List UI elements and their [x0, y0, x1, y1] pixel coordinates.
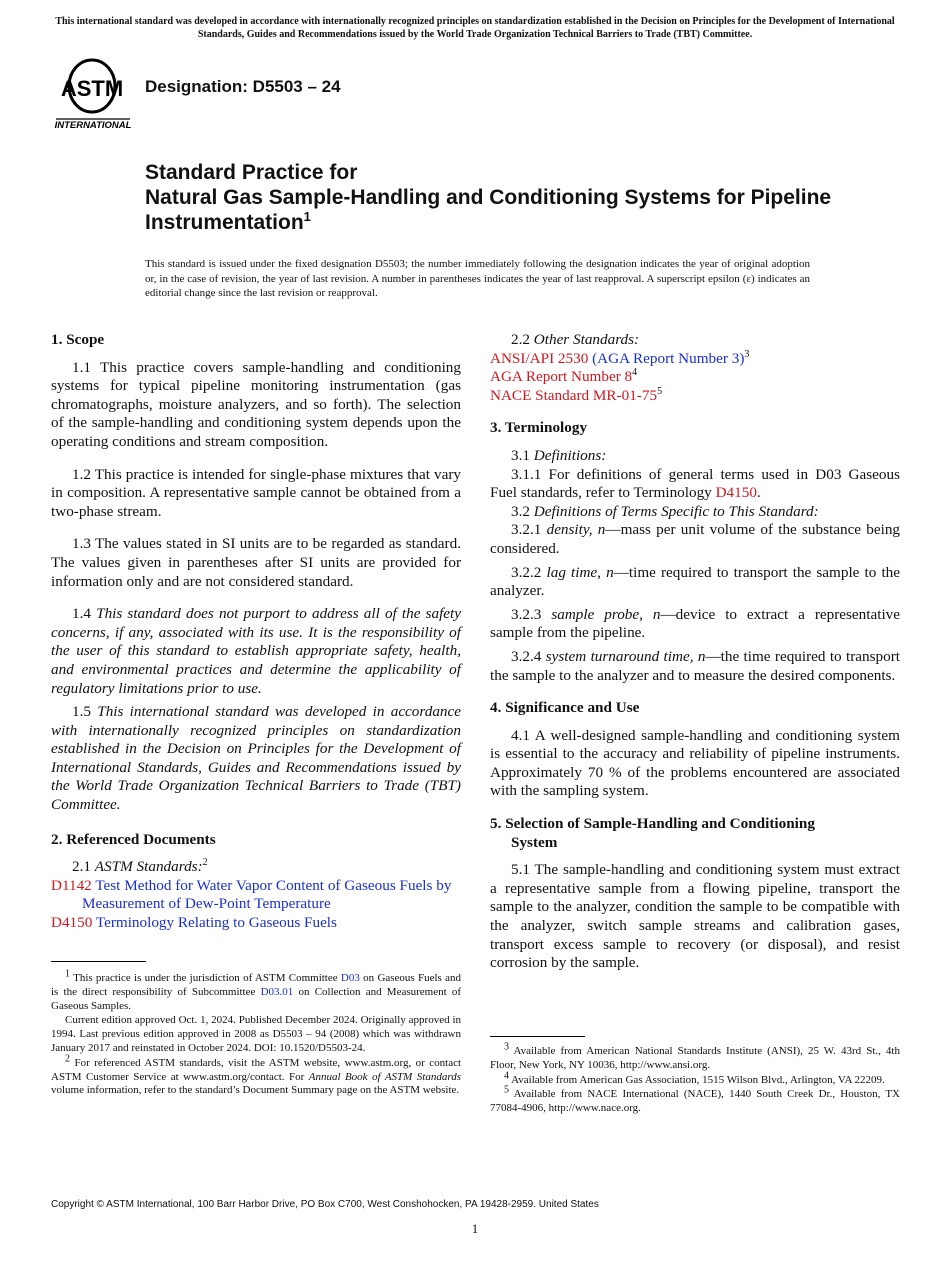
para-1-5-num: 1.5: [72, 703, 91, 721]
astm-logo: [52, 58, 134, 132]
para-5-1: 5.1 The sample-handling and conditioning system must extract a representative sample from a flowing pipeline, transport the sample to the analyzer, condition the sample to be compatible with the analyzer, switch sample streams and calibration gases, transport excess sample to recovery (or disposal), and resist corrosion by the sample.: [490, 861, 900, 972]
definition-item: 3.2.4 system turnaround time, n—the time required to transport the sample to the analyzer and to measure the desired components.: [490, 647, 900, 684]
terminology-link[interactable]: D4150: [715, 484, 757, 502]
other-ref-item: [490, 350, 900, 369]
title-line-2: Natural Gas Sample-Handling and Conditioning Systems for Pipeline Instrumentation: [145, 186, 832, 234]
significance-heading: 4. Significance and Use: [490, 699, 640, 717]
right-column: [490, 331, 900, 978]
para-1-3: 1.3 The values stated in SI units are to be regarded as standard. The values given in parentheses after SI units are provided for information only and are not considered standard.: [51, 535, 461, 590]
definition-item: 3.2.3 sample probe, n—device to extract a representative sample from the pipeline.: [490, 605, 901, 642]
logo-word: INTERNATIONAL: [54, 120, 132, 131]
left-column: [51, 331, 461, 933]
subcommittee-link[interactable]: D03.01: [260, 985, 294, 998]
para-3-1: 3.1 Definitions:: [511, 446, 607, 464]
para-1-4-num: 1.4: [72, 605, 91, 623]
other-ref-item: [490, 368, 900, 387]
footnote-ref-4[interactable]: 4: [632, 367, 638, 379]
copyright: Copyright © ASTM International, 100 Barr Harbor Drive, PO Box C700, West Conshohocken, PA 19428-2959. United States: [51, 1199, 599, 1210]
ref-code-link[interactable]: D4150: [51, 914, 93, 932]
footnote-divider: [490, 1036, 585, 1037]
ref-title-link[interactable]: Test Method for Water Vapor Content of Gaseous Fuels by Measurement of Dew-Point Temperature: [82, 876, 452, 913]
ref-item: [51, 877, 461, 914]
designation: Designation: D5503 – 24: [145, 77, 341, 96]
ref-title-link[interactable]: Terminology Relating to Gaseous Fuels: [95, 914, 337, 932]
para-1-4: [51, 605, 461, 698]
footnote-1: $^1$ This practice is under the jurisdiction of ASTM Committee D03 on Gaseous Fuels and is the direct responsibility of Subcommittee D03.01 on Collection and Measurement of Gaseous Samples.: [51, 968, 462, 1012]
selection-heading: 5. Selection of Sample-Handling and Conditioning System: [490, 815, 815, 851]
scope-heading: 1. Scope: [51, 331, 105, 348]
para-3-1-1: 3.1.1 For definitions of general terms used in D03 Gaseous Fuel standards, refer to Terminology D4150.: [490, 465, 900, 502]
para-3-2: 3.2 Definitions of Terms Specific to This Standard:: [511, 502, 819, 520]
footnote-4: $^4$ Available from American Gas Association, 1515 Wilson Blvd., Arlington, VA 22209.: [504, 1069, 885, 1086]
footnote-1-edition: Current edition approved Oct. 1, 2024. Published December 2024. Originally approved in 1994. Last previous edition approved in 2008 as D5503 – 94 (2008) which was withdrawn January 2017 and reinstated in October 2024. DOI: 10.1520/D5503-24.: [51, 1014, 461, 1054]
definition-item: 3.2.1 density, n—mass per unit volume of the substance being considered.: [490, 521, 901, 557]
other-ref-item: [490, 387, 900, 406]
footnote-3: $^3$ Available from American National Standards Institute (ANSI), 25 W. 43rd St., 4th Floor, New York, NY 10036, http://www.ansi.org.: [490, 1041, 900, 1071]
ref-code-link[interactable]: ANSI/API 2530: [490, 349, 589, 367]
para-1-2: 1.2 This practice is intended for single-phase mixtures that vary in composition. A representative sample cannot be obtained from a two-phase stream.: [51, 465, 461, 520]
para-2-2: 2.2 Other Standards:: [511, 331, 640, 348]
terminology-heading: 3. Terminology: [490, 419, 588, 437]
para-1-5: [51, 703, 461, 815]
footnotes-right: [490, 1041, 900, 1117]
footnotes-left: [51, 968, 462, 1099]
ref-item: [51, 914, 461, 933]
page-number: 1: [471, 1221, 479, 1236]
para-1-1: 1.1 This practice covers sample-handling and conditioning systems for typical pipeline monitoring instrumentation (gas chromatographs, moisture analyzers, and so forth). The selection of the sample-handling and conditioning system depends upon the operating conditions and stream composition.: [51, 358, 461, 450]
ref-code-link[interactable]: NACE Standard MR-01-75: [490, 386, 658, 404]
footnote-2: $^2$ For referenced ASTM standards, visit the ASTM website, www.astm.org, or contact ASTM Customer Service at www.astm.org/contact. For Annual Book of ASTM Standards volume information, refer to the standard’s Document Summary page on the ASTM website.: [51, 1053, 462, 1097]
footnote-5: $^5$ Available from NACE International (NACE), 1440 South Creek Dr., Houston, TX 77084-4906, http://www.nace.org.: [490, 1084, 900, 1115]
astm-logo-icon: [52, 58, 134, 132]
refdocs-heading: 2. Referenced Documents: [51, 830, 216, 848]
para-2-1-label: ASTM Standards:: [94, 858, 203, 876]
footnote-ref-5[interactable]: 5: [657, 385, 663, 397]
para-4-1: 4.1 A well-designed sample-handling and conditioning system is essential to the accuracy and reliability of pipeline instruments. Approximately 70 % of the problems encountered are associated with the sampling system.: [490, 726, 900, 800]
footnote-divider: [51, 961, 146, 962]
standard-intro: This standard is issued under the fixed designation D5503; the number immediately following the designation indicates the year of original adoption or, in the case of revision, the year of last revision. A number in parentheses indicates the year of last reapproval. A superscript epsilon (ε) indicates an editorial change since the last revision or reapproval.: [145, 258, 810, 299]
para-2-1: [51, 858, 461, 877]
footnote-ref-2[interactable]: 2: [202, 857, 208, 869]
para-2-1-num: 2.1: [72, 858, 91, 876]
footnote-ref-3[interactable]: 3: [744, 348, 750, 360]
ref-title-link[interactable]: (AGA Report Number 3): [592, 349, 745, 367]
ref-code-link[interactable]: AGA Report Number 8: [490, 368, 633, 386]
definition-item: 3.2.2 lag time, n—time required to transport the sample to the analyzer.: [490, 563, 901, 600]
para-1-5-text: This international standard was developed in accordance with internationally recognized principles on standardization established in the Decision on Principles for the Development of International Standards, Guides and Recommendations issued by the World Trade Organization Technical Barriers to Trade (TBT) Committee.: [51, 703, 462, 814]
para-1-4-text: This standard does not purport to address all of the safety concerns, if any, associated with its use. It is the responsibility of the user of this standard to establish appropriate safety, health, and environmental practices and determine the applicability of regulatory limitations prior to use.: [51, 605, 462, 697]
logo-letters: ASTM: [60, 76, 124, 101]
title-footnote-ref[interactable]: 1: [303, 209, 311, 224]
top-notice: This international standard was developed in accordance with internationally recognized principles on standardization established in the Decision on Principles for the Development of International Standards, Guides and Recommendations issued by the World Trade Organization Technical Barriers to Trade (TBT) Committee.: [55, 16, 895, 40]
ref-code-link[interactable]: D1142: [51, 876, 92, 894]
title-line-1: Standard Practice for: [145, 161, 358, 184]
committee-link[interactable]: D03: [340, 972, 360, 984]
page-title: [145, 160, 865, 235]
